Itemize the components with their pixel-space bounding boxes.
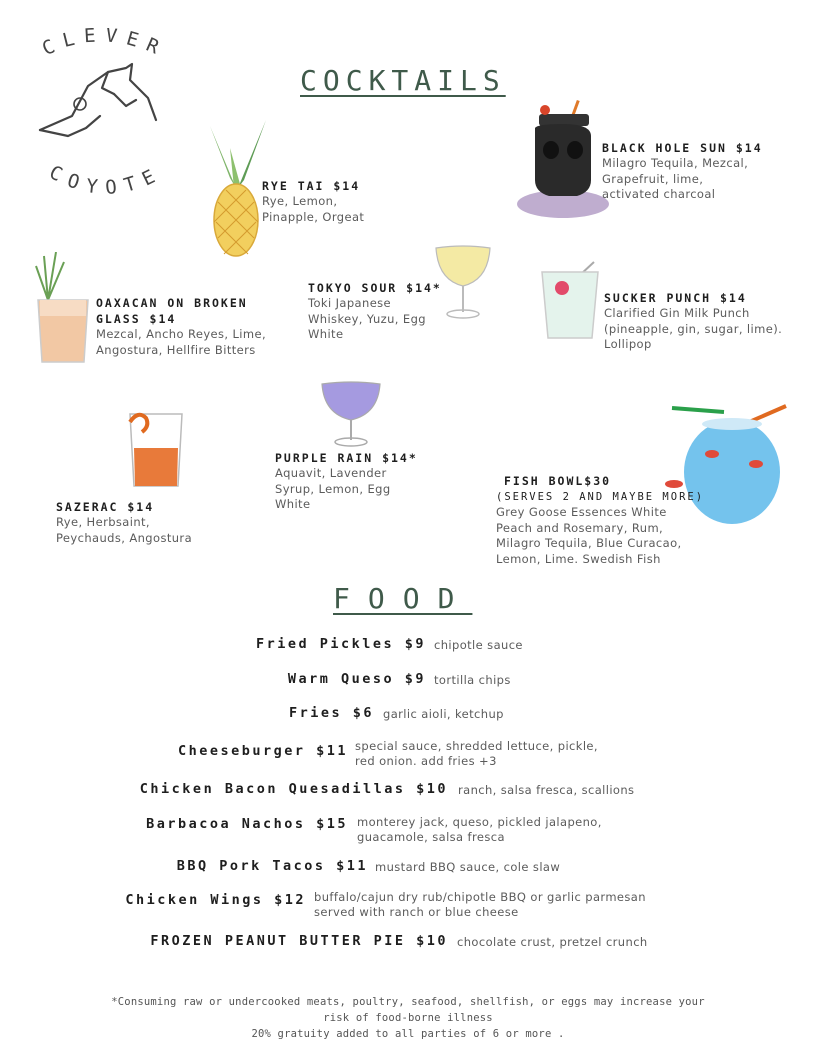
drink-desc: Grey Goose Essences White Peach and Rosemary, Rum, Milagro Tequila, Blue Curacao, Lemon, Lime. Swedish Fish	[496, 505, 682, 566]
food-item	[0, 892, 816, 922]
food-name: Cheeseburger $11	[177, 743, 348, 759]
food-item	[0, 858, 816, 888]
drink-purple-rain	[275, 450, 418, 513]
food-desc: buffalo/cajun dry rub/chipotle BBQ or garlic parmesan served with ranch or blue cheese	[314, 890, 646, 919]
drink-name: TOKYO SOUR $14*	[308, 281, 442, 295]
food-name: Warm Queso $9	[287, 671, 426, 687]
food-desc: chipotle sauce	[434, 638, 523, 652]
drink-desc: Toki Japanese Whiskey, Yuzu, Egg White	[308, 296, 426, 341]
food-desc: garlic aioli, ketchup	[383, 707, 504, 721]
drink-desc: Aquavit, Lavender Syrup, Lemon, Egg White	[275, 466, 391, 511]
food-name: Chicken Wings $12	[125, 892, 306, 908]
food-title: FOOD	[333, 582, 473, 615]
coyote-logo-icon	[30, 28, 190, 208]
drink-name: RYE TAI $14	[262, 179, 361, 193]
logo-bottom-text: COYOTE	[45, 161, 167, 200]
food-item	[0, 781, 816, 811]
lollipop-glass-icon	[536, 260, 606, 344]
food-item	[0, 816, 816, 846]
cocktails-title: COCKTAILS	[300, 64, 506, 97]
food-item	[0, 705, 816, 735]
drink-sucker-punch	[604, 290, 782, 353]
sazerac-glass-icon	[124, 408, 188, 498]
drink-tokyo-sour	[308, 280, 442, 343]
drink-desc: Rye, Lemon, Pinapple, Orgeat	[262, 194, 365, 224]
purple-coupe-icon	[318, 378, 384, 450]
drink-fish-bowl	[496, 473, 704, 567]
food-item	[0, 933, 816, 963]
food-item	[0, 739, 816, 773]
drink-rye-tai	[262, 178, 364, 225]
food-name: Fried Pickles $9	[255, 636, 426, 652]
food-name: Barbacoa Nachos $15	[146, 816, 348, 832]
food-desc: ranch, salsa fresca, scallions	[458, 783, 635, 797]
drink-name: BLACK HOLE SUN $14	[602, 141, 763, 155]
food-desc: monterey jack, queso, pickled jalapeno, guacamole, salsa fresca	[357, 815, 602, 844]
drink-desc: Rye, Herbsaint, Peychauds, Angostura	[56, 515, 193, 545]
drink-sazerac	[56, 499, 192, 546]
food-name: BBQ Pork Tacos $11	[176, 858, 368, 874]
logo-top-text: CLEVER	[38, 28, 171, 63]
footer-line-3: 20% gratuity added to all parties of 6 or more .	[251, 1028, 565, 1040]
skull-drink-icon	[515, 96, 615, 222]
drink-name: FISH BOWL$30	[504, 474, 612, 488]
food-name: FROZEN PEANUT BUTTER PIE $10	[150, 933, 448, 949]
food-desc: tortilla chips	[434, 673, 511, 687]
drink-name: OAXACAN ON BROKEN GLASS $14	[96, 296, 248, 326]
rocks-glass-herb-icon	[30, 252, 94, 372]
drink-desc: Mezcal, Ancho Reyes, Lime, Angostura, Hellfire Bitters	[96, 327, 267, 357]
footer-line-2: risk of food-borne illness	[323, 1012, 493, 1024]
drink-subname: (SERVES 2 AND MAYBE MORE)	[496, 491, 705, 503]
drink-desc: Clarified Gin Milk Punch (pineapple, gin, sugar, lime). Lollipop	[604, 306, 783, 351]
food-item	[0, 671, 816, 701]
food-name: Fries $6	[288, 705, 374, 721]
drink-black-hole-sun	[602, 140, 763, 203]
food-item	[0, 636, 816, 666]
footer-notice	[0, 994, 816, 1042]
food-desc: chocolate crust, pretzel crunch	[457, 935, 648, 949]
drink-desc: Milagro Tequila, Mezcal, Grapefruit, lime, activated charcoal	[602, 156, 749, 201]
drink-name: PURPLE RAIN $14*	[275, 451, 418, 465]
drink-name: SUCKER PUNCH $14	[604, 291, 747, 305]
footer-line-1: *Consuming raw or undercooked meats, poultry, seafood, shellfish, or eggs may increase your	[111, 996, 705, 1008]
food-desc: special sauce, shredded lettuce, pickle, red onion. add fries +3	[355, 739, 598, 768]
food-name: Chicken Bacon Quesadillas $10	[139, 781, 448, 797]
drink-oaxacan	[96, 295, 266, 358]
food-desc: mustard BBQ sauce, cole slaw	[375, 860, 561, 874]
drink-name: SAZERAC $14	[56, 500, 155, 514]
logo	[30, 28, 190, 208]
